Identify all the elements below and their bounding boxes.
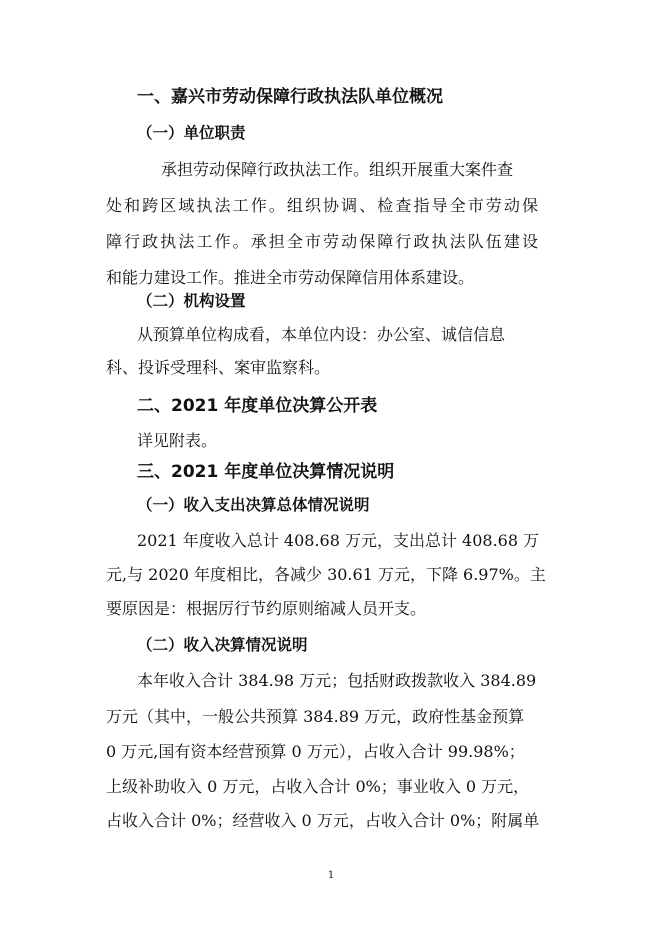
paragraph-line: 和能力建设工作。推进全市劳动保障信用体系建设。 (106, 268, 475, 287)
paragraph-line: 上级补助收入 0 万元，占收入合计 0%；事业收入 0 万元， (106, 777, 530, 796)
paragraph-line: 科、投诉受理科、案审监察科。 (106, 358, 331, 377)
section-heading-tables: 二、2021 年度单位决算公开表 (137, 396, 378, 416)
paragraph-line: 承担劳动保障行政执法工作。组织开展重大案件查 (161, 160, 514, 179)
paragraph-line: 从预算单位构成看，本单位内设：办公室、诚信信息 (137, 325, 506, 344)
page-number: 1 (327, 870, 335, 881)
paragraph-line: 万元（其中，一般公共预算 384.89 万元，政府性基金预算 (106, 707, 525, 726)
subsection-heading-duties: （一）单位职责 (137, 124, 246, 142)
paragraph-line: 占收入合计 0%；经营收入 0 万元，占收入合计 0%；附属单 (106, 811, 540, 830)
section-heading-explanation: 三、2021 年度单位决算情况说明 (137, 462, 395, 482)
subsection-heading-overall: （一）收入支出决算总体情况说明 (137, 496, 370, 514)
section-heading-overview: 一、嘉兴市劳动保障行政执法队单位概况 (137, 87, 443, 107)
paragraph-line: 障行政执法工作。承担全市劳动保障行政执法队伍建设 (106, 232, 538, 251)
paragraph-line: 0 万元,国有资本经营预算 0 万元），占收入合计 99.98%； (106, 742, 525, 761)
paragraph-line: 本年收入合计 384.98 万元；包括财政拨款收入 384.89 (137, 671, 537, 690)
subsection-heading-income: （二）收入决算情况说明 (137, 636, 308, 654)
paragraph-line: 详见附表。 (137, 431, 218, 450)
paragraph-line: 处和跨区域执法工作。组织协调、检查指导全市劳动保 (106, 196, 538, 215)
subsection-heading-structure: （二）机构设置 (137, 292, 246, 310)
paragraph-line: 要原因是：根据厉行节约原则缩减人员开支。 (106, 599, 427, 618)
paragraph-line: 2021 年度收入总计 408.68 万元，支出总计 408.68 万 (137, 531, 540, 550)
paragraph-line: 元,与 2020 年度相比，各减少 30.61 万元，下降 6.97%。主 (106, 565, 546, 584)
